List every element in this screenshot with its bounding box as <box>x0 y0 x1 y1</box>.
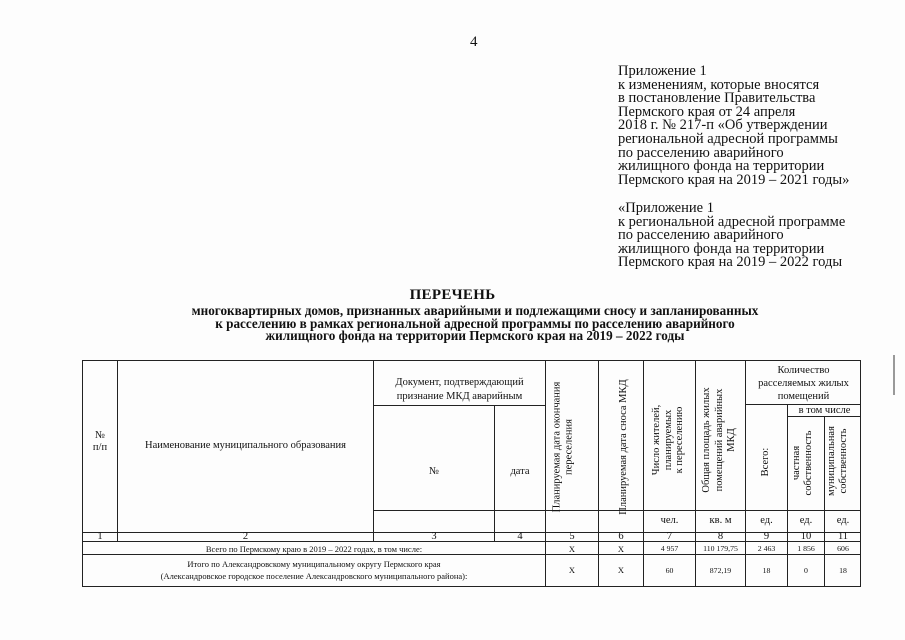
header-municipality: Наименование муниципального образования <box>145 440 346 451</box>
scan-edge-mark <box>893 355 895 395</box>
header-doc-number: № <box>428 466 440 477</box>
appendix-1-line: 2018 г. № 217-п «Об утверждении <box>618 117 828 134</box>
appendix-1-line: по расселению аварийного <box>618 144 784 161</box>
appendix-1-line: Пермского края на 2019 – 2021 годы» <box>618 171 850 188</box>
appendix-1-line: жилищного фонда на территории <box>618 158 825 175</box>
unit-municipal: ед. <box>836 515 850 526</box>
document-title: ПЕРЕЧЕНЬ <box>409 287 496 303</box>
column-number: 9 <box>763 531 770 542</box>
subtitle-line: многоквартирных домов, признанных аварийными и подлежащими сносу и запланированных <box>191 303 759 318</box>
row-private: 0 <box>804 566 808 575</box>
row-residents: 4 957 <box>660 544 679 553</box>
header-private: частная собственность <box>791 430 814 496</box>
row-resettlement-end: Х <box>568 544 576 554</box>
appendix-2-line: к региональной адресной программе <box>618 213 846 230</box>
row-area: 872,19 <box>709 566 732 575</box>
unit-total: ед. <box>760 515 773 526</box>
appendix-1-line: в постановление Правительства <box>618 90 816 107</box>
row-demolition-date: Х <box>617 565 625 575</box>
header-doc-date: дата <box>510 466 530 477</box>
row-label: Всего по Пермскому краю в 2019 – 2022 годах, в том числе: <box>205 544 423 554</box>
header-municipal: муниципальная собственность <box>826 426 849 496</box>
appendix-2-line: Пермского края на 2019 – 2022 годы <box>618 254 843 271</box>
column-number: 11 <box>837 531 849 542</box>
header-residents: Число жителей, планируемых к переселению <box>651 404 685 476</box>
header-total: Всего: <box>760 447 771 477</box>
row-demolition-date: Х <box>617 544 625 554</box>
row-total: 18 <box>762 566 771 575</box>
column-number: 1 <box>97 531 103 542</box>
row-municipal: 606 <box>837 544 849 553</box>
header-area: Общая площадь жилых помещений аварийных МКД <box>701 387 737 493</box>
appendix-1-line: Пермского края от 24 апреля <box>618 103 796 120</box>
row-municipal: 18 <box>839 566 847 575</box>
column-number: 8 <box>717 531 724 542</box>
column-number: 4 <box>517 531 523 542</box>
page-number: 4 <box>470 34 478 50</box>
header-resettlement-end: Планируемая дата окончания переселения <box>551 381 575 513</box>
unit-area: кв. м <box>709 515 732 526</box>
subtitle-line: к расселению в рамках региональной адресной программы по расселению аварийного <box>215 315 735 331</box>
header-including: в том числе <box>798 405 851 416</box>
header-num: № п/п <box>92 430 108 453</box>
row-total: 2 463 <box>757 544 776 553</box>
appendix-2-line: по расселению аварийного <box>618 227 784 244</box>
column-number: 5 <box>569 531 575 542</box>
column-number: 10 <box>800 531 812 542</box>
unit-residents: чел. <box>660 515 679 526</box>
appendix-1-line: региональной адресной программы <box>618 130 838 147</box>
column-number: 3 <box>431 531 437 542</box>
row-resettlement-end: Х <box>568 565 576 575</box>
column-number: 7 <box>666 531 673 542</box>
column-number: 2 <box>242 531 249 542</box>
header-demolition-date: Планируемая дата сноса МКД <box>618 379 629 515</box>
header-premises-count: Количество расселяемых жилых помещений <box>758 365 849 402</box>
row-residents: 60 <box>665 566 674 575</box>
column-number: 6 <box>618 531 624 542</box>
row-area: 110 179,75 <box>703 544 738 553</box>
header-document: Документ, подтверждающий признание МКД аварийным <box>395 377 524 402</box>
appendix-1-line: к изменениям, которые вносятся <box>618 76 820 93</box>
row-private: 1 856 <box>797 544 815 553</box>
appendix-2-line: «Приложение 1 <box>618 200 714 216</box>
row-label: Итого по Александровскому муниципальному округу Пермского края (Александровское городское поселение Александровского муниципального района): <box>160 559 468 581</box>
appendix-1-line: Приложение 1 <box>618 63 707 79</box>
subtitle-line: жилищного фонда на территории Пермского края на 2019 – 2022 годы <box>265 328 685 343</box>
unit-private: ед. <box>799 515 813 526</box>
appendix-2-line: жилищного фонда на территории <box>618 240 825 257</box>
